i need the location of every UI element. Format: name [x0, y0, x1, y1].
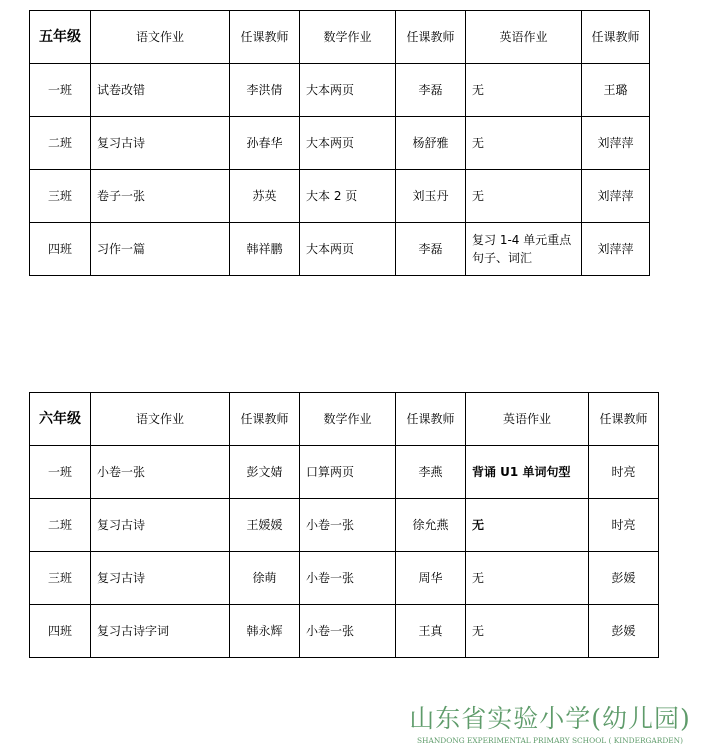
column-header-chinese: 语文作业	[91, 11, 230, 64]
english-homework-cell: 无	[466, 552, 589, 605]
table-header-row	[30, 11, 650, 64]
class-cell: 三班	[30, 170, 91, 223]
column-header-math: 数学作业	[300, 11, 396, 64]
school-logo-chinese-name: 山东省实验小学(幼儿园)	[409, 704, 691, 733]
grade-label: 五年级	[30, 11, 91, 64]
column-header-teacher: 任课教师	[589, 393, 659, 446]
class-cell: 二班	[30, 117, 91, 170]
chinese-homework-cell: 复习古诗字词	[91, 605, 230, 658]
english-homework-cell: 无	[466, 605, 589, 658]
column-header-teacher: 任课教师	[230, 393, 300, 446]
teacher-cell: 时亮	[589, 499, 659, 552]
math-homework-cell: 小卷一张	[300, 499, 396, 552]
column-header-teacher: 任课教师	[396, 11, 466, 64]
teacher-cell: 刘萍萍	[582, 223, 650, 276]
teacher-cell: 王真	[396, 605, 466, 658]
teacher-cell: 刘玉丹	[396, 170, 466, 223]
table-row	[30, 552, 659, 605]
chinese-homework-cell: 复习古诗	[91, 499, 230, 552]
column-header-teacher: 任课教师	[582, 11, 650, 64]
teacher-cell: 苏英	[230, 170, 300, 223]
math-homework-cell: 小卷一张	[300, 605, 396, 658]
chinese-homework-cell: 卷子一张	[91, 170, 230, 223]
chinese-homework-cell: 复习古诗	[91, 117, 230, 170]
teacher-cell: 刘萍萍	[582, 170, 650, 223]
column-header-chinese: 语文作业	[91, 393, 230, 446]
teacher-cell: 彭文婧	[230, 446, 300, 499]
teacher-cell: 王媛媛	[230, 499, 300, 552]
table-row	[30, 170, 650, 223]
english-homework-cell: 无	[466, 499, 589, 552]
column-header-teacher: 任课教师	[396, 393, 466, 446]
teacher-cell: 韩祥鹏	[230, 223, 300, 276]
teacher-cell: 李磊	[396, 64, 466, 117]
class-cell: 四班	[30, 223, 91, 276]
chinese-homework-cell: 小卷一张	[91, 446, 230, 499]
class-cell: 四班	[30, 605, 91, 658]
table-header-row	[30, 393, 659, 446]
teacher-cell: 李燕	[396, 446, 466, 499]
english-homework-cell: 复习 1-4 单元重点句子、词汇	[466, 223, 582, 276]
english-homework-cell: 无	[466, 117, 582, 170]
grade-label: 六年级	[30, 393, 91, 446]
chinese-homework-cell: 试卷改错	[91, 64, 230, 117]
teacher-cell: 李洪倩	[230, 64, 300, 117]
grade6-homework-table	[29, 392, 659, 658]
class-cell: 一班	[30, 64, 91, 117]
class-cell: 三班	[30, 552, 91, 605]
chinese-homework-cell: 习作一篇	[91, 223, 230, 276]
column-header-math: 数学作业	[300, 393, 396, 446]
chinese-homework-cell: 复习古诗	[91, 552, 230, 605]
math-homework-cell: 大本两页	[300, 117, 396, 170]
grade5-homework-table	[29, 10, 650, 276]
english-homework-cell: 背诵 U1 单词句型	[466, 446, 589, 499]
table-row	[30, 605, 659, 658]
teacher-cell: 彭媛	[589, 605, 659, 658]
teacher-cell: 刘萍萍	[582, 117, 650, 170]
table-row	[30, 64, 650, 117]
math-homework-cell: 大本两页	[300, 223, 396, 276]
table-row	[30, 499, 659, 552]
math-homework-cell: 大本 2 页	[300, 170, 396, 223]
teacher-cell: 周华	[396, 552, 466, 605]
teacher-cell: 时亮	[589, 446, 659, 499]
school-logo-english-name: SHANDONG EXPERIMENTAL PRIMARY SCHOOL ( KINDERGARDEN)	[416, 736, 684, 745]
teacher-cell: 孙春华	[230, 117, 300, 170]
english-homework-cell: 无	[466, 64, 582, 117]
class-cell: 二班	[30, 499, 91, 552]
column-header-english: 英语作业	[466, 393, 589, 446]
teacher-cell: 杨舒雅	[396, 117, 466, 170]
teacher-cell: 徐萌	[230, 552, 300, 605]
teacher-cell: 王璐	[582, 64, 650, 117]
school-logo	[402, 703, 698, 751]
math-homework-cell: 小卷一张	[300, 552, 396, 605]
teacher-cell: 李磊	[396, 223, 466, 276]
english-homework-cell: 无	[466, 170, 582, 223]
table-row	[30, 223, 650, 276]
column-header-teacher: 任课教师	[230, 11, 300, 64]
table-row	[30, 117, 650, 170]
column-header-english: 英语作业	[466, 11, 582, 64]
teacher-cell: 彭媛	[589, 552, 659, 605]
class-cell: 一班	[30, 446, 91, 499]
math-homework-cell: 大本两页	[300, 64, 396, 117]
teacher-cell: 韩永辉	[230, 605, 300, 658]
table-row	[30, 446, 659, 499]
math-homework-cell: 口算两页	[300, 446, 396, 499]
teacher-cell: 徐允燕	[396, 499, 466, 552]
